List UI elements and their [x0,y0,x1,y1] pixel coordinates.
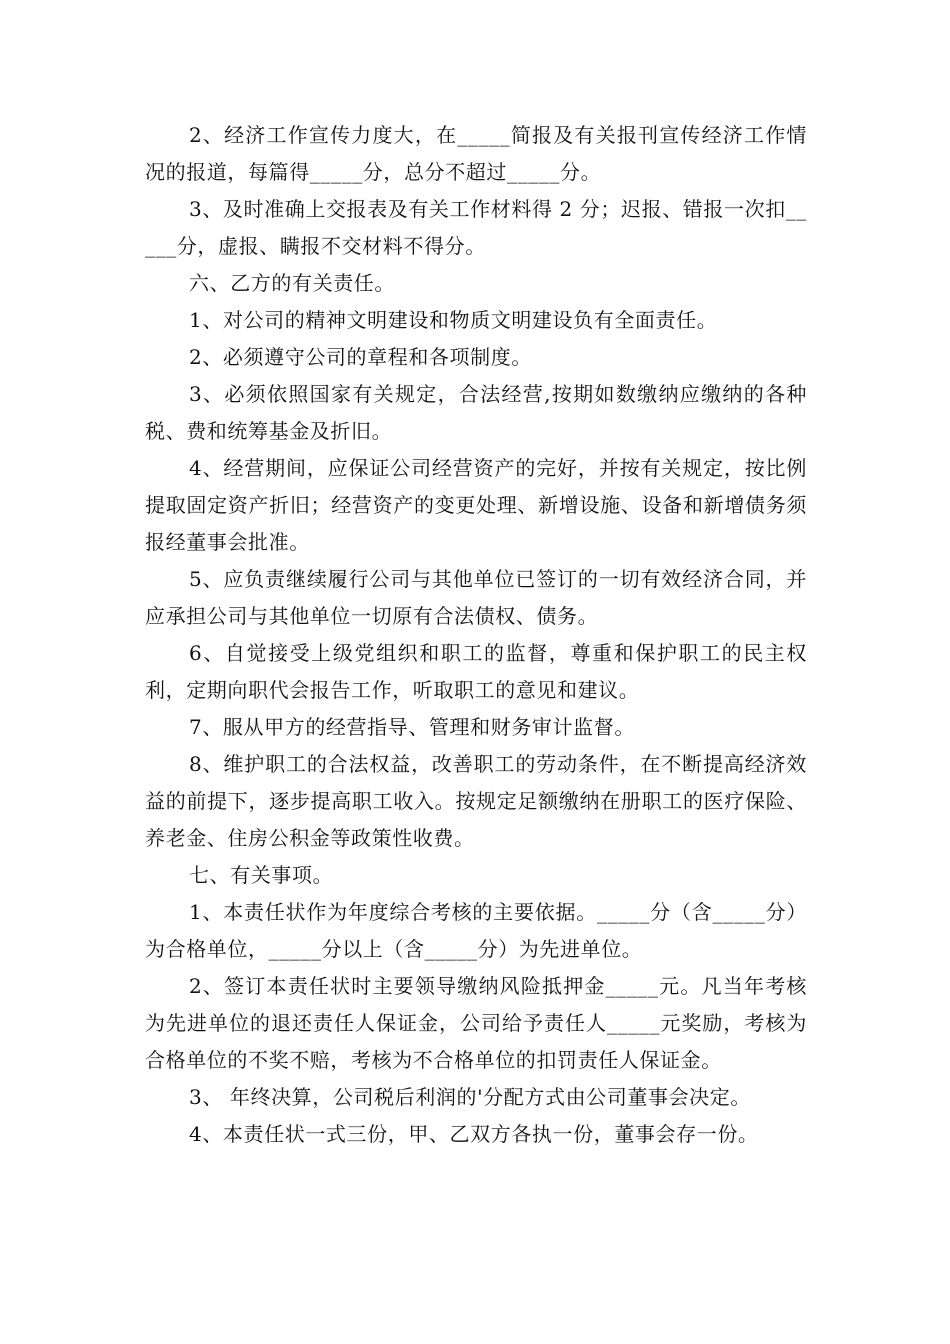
paragraph-responsibility-7: 7、服从甲方的经营指导、管理和财务审计监督。 [189,715,635,739]
paragraph-responsibility-2: 2、必须遵守公司的章程和各项制度。 [189,345,532,369]
paragraph-reporting: 3、及时准确上交报表及有关工作材料得 2 分；迟报、错报一次扣_____分，虚报、瞒报不交材料不得分。 [145,197,807,258]
section-heading-party-b: 六、乙方的有关责任。 [189,271,395,295]
paragraph-matter-1: 1、本责任状作为年度综合考核的主要依据。_____分（含_____分）为合格单位，_____分以上（含_____分）为先进单位。 [145,900,807,961]
paragraph-publicity: 2、经济工作宣传力度大，在_____简报及有关报刊宣传经济工作情况的报道，每篇得_____分，总分不超过_____分。 [145,123,807,184]
paragraph-responsibility-5: 5、应负责继续履行公司与其他单位已签订的一切有效经济合同，并应承担公司与其他单位一切原有合法债权、债务。 [145,567,807,628]
paragraph-responsibility-6: 6、自觉接受上级党组织和职工的监督，尊重和保护职工的民主权利，定期向职代会报告工作，听取职工的意见和建议。 [145,641,807,702]
section-heading-matters: 七、有关事项。 [189,863,334,887]
paragraph-matter-3: 3、 年终决算，公司税后利润的'分配方式由公司董事会决定。 [189,1085,751,1109]
paragraph-responsibility-3: 3、必须依照国家有关规定，合法经营,按期如数缴纳应缴纳的各种税、费和统筹基金及折旧。 [145,382,807,443]
paragraph-responsibility-4: 4、经营期间，应保证公司经营资产的完好，并按有关规定，按比例提取固定资产折旧；经营资产的变更处理、新增设施、设备和新增债务须报经董事会批准。 [145,456,807,554]
paragraph-responsibility-1: 1、对公司的精神文明建设和物质文明建设负有全面责任。 [189,308,718,332]
document-body [145,117,807,1153]
paragraph-matter-2: 2、签订本责任状时主要领导缴纳风险抵押金_____元。凡当年考核为先进单位的退还责任人保证金，公司给予责任人_____元奖励，考核为合格单位的不奖不赔，考核为不合格单位的扣罚责任人保证金。 [145,974,807,1072]
paragraph-matter-4: 4、本责任状一式三份，甲、乙双方各执一份，董事会存一份。 [189,1122,759,1146]
paragraph-responsibility-8: 8、维护职工的合法权益，改善职工的劳动条件，在不断提高经济效益的前提下，逐步提高职工收入。按规定足额缴纳在册职工的医疗保险、养老金、住房公积金等政策性收费。 [145,752,807,850]
